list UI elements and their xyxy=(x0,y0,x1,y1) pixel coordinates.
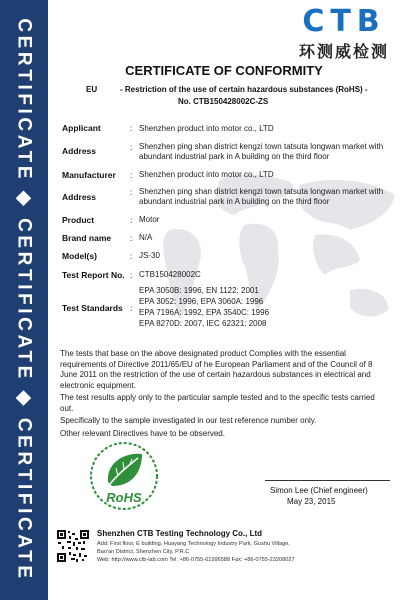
applicant-value: Shenzhen product into motor co., LTD xyxy=(139,124,274,133)
signature-date: May 23, 2015 xyxy=(287,497,336,506)
manufacturer-address-colon: : xyxy=(130,187,133,197)
conformity-statement: The tests that base on the above designated product Complies with the essential requirements of Directive 2011/65/EU of he European Parliament and of the Council of 8 June 2011 on the restriction of the use of certain hazardous substances in electrical and electronic equipment. xyxy=(60,349,373,390)
brand-value: N/A xyxy=(139,233,153,242)
standards-line: EPA 3050B: 1996, EN 1122: 2001 xyxy=(139,286,259,295)
brand-colon: : xyxy=(130,233,133,243)
report-label: Test Report No. xyxy=(62,270,125,280)
product-value: Motor xyxy=(139,215,160,224)
model-label: Model(s) xyxy=(62,251,97,261)
footer-company: Shenzhen CTB Testing Technology Co., Ltd xyxy=(97,529,263,538)
standards-colon: : xyxy=(130,303,133,313)
manufacturer-address-value: Shenzhen ping shan district kengzi town tatsuta longwan market with abundant industrial park in A building on the third floor xyxy=(139,187,384,206)
certificate-title: CERTIFICATE OF CONFORMITY xyxy=(125,63,323,78)
directives-statement: Other relevant Directives have to be observed. xyxy=(60,429,225,438)
report-colon: : xyxy=(130,270,133,280)
applicant-colon: : xyxy=(130,123,133,133)
footer-contact: Web: http://www.ctb-lab.com Tel: +86-0755-61996588 Fax: +86-0755-23208027 xyxy=(97,557,295,563)
signature-line xyxy=(265,480,390,481)
ctb-logo xyxy=(296,4,392,62)
standards-line: EPA 7196A: 1992, EPA 3540C: 1996 xyxy=(139,308,270,317)
logo-chinese: 环测威检测 xyxy=(298,44,389,61)
model-value: JS-30 xyxy=(139,251,160,260)
model-colon: : xyxy=(130,251,133,261)
footer-address-1: Add: First floor, E building, Huayang Technology Industry Park, Gushu Village, xyxy=(97,541,290,547)
address-label: Address xyxy=(62,146,97,156)
brand-label: Brand name xyxy=(62,233,112,243)
standards-line: EPA 8270D: 2007, IEC 62321: 2008 xyxy=(139,319,267,328)
sample-statement: Specifically to the sample investigated in our test reference number only. xyxy=(60,416,317,425)
certificate-number: No. CTB150428002C-ZS xyxy=(178,97,269,106)
standards-label: Test Standards xyxy=(62,303,123,313)
eu-description: - Restriction of the use of certain hazardous substances (RoHS) - xyxy=(120,85,368,94)
report-value: CTB150428002C xyxy=(139,270,201,279)
qr-code-icon xyxy=(57,530,89,562)
manufacturer-address-label: Address xyxy=(62,192,97,202)
rohs-text: RoHS xyxy=(106,490,142,505)
product-colon: : xyxy=(130,215,133,225)
applicant-label: Applicant xyxy=(62,123,101,133)
footer-address-2: Bao'an District, Shenzhen City, P.R.C xyxy=(97,549,190,555)
address-value: Shenzhen ping shan district kengzi town tatsuta longwan market with abundant industrial park in A building on the third floor xyxy=(139,142,384,161)
results-statement: The test results apply only to the particular sample tested and to the specific tests carried out. xyxy=(60,393,375,413)
side-band-text: CERTIFICATE ◆ CERTIFICATE ◆ CERTIFICATE xyxy=(13,18,35,582)
logo-mark: CTB xyxy=(302,4,386,39)
manufacturer-value: Shenzhen product into motor co., LTD xyxy=(139,170,274,179)
eu-label: EU xyxy=(86,85,98,94)
standards-line: EPA 3052: 1996, EPA 3060A: 1996 xyxy=(139,297,264,306)
signatory-name: Simon Lee (Chief engineer) xyxy=(270,486,368,495)
address-colon: : xyxy=(130,142,133,152)
rohs-leaf-seal-icon xyxy=(88,440,160,512)
product-label: Product xyxy=(62,215,95,225)
manufacturer-label: Manufacturer xyxy=(62,170,116,180)
manufacturer-colon: : xyxy=(130,170,133,180)
side-band xyxy=(0,0,48,600)
